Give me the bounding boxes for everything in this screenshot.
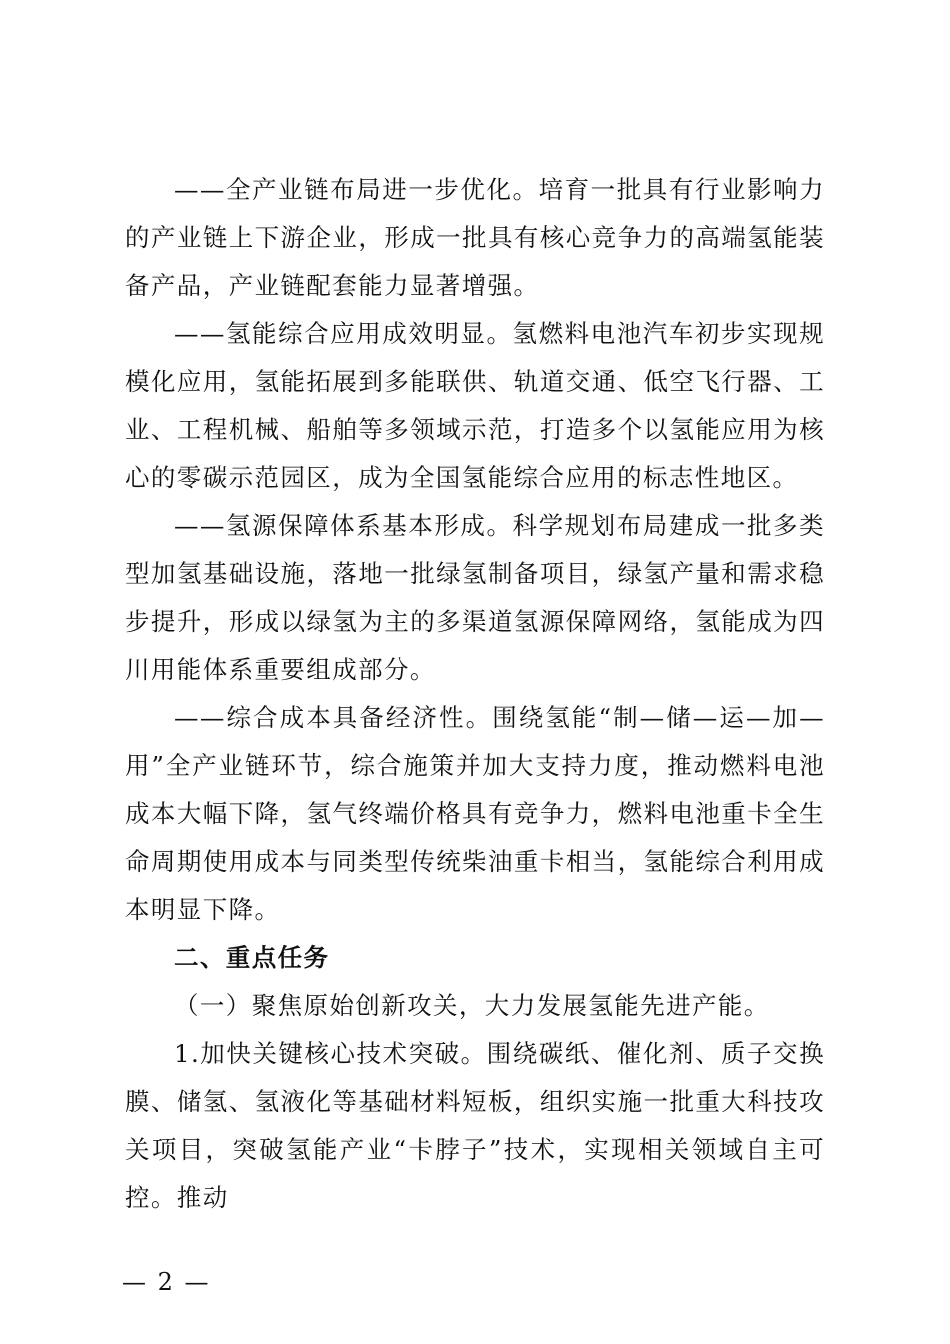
section-heading: 二、重点任务 <box>174 943 330 972</box>
paragraph-key-tech: 1.加快关键核心技术突破。围绕碳纸、催化剂、质子交换膜、储氢、氢液化等基础材料短板，组织实施一批重大科技攻关项目，突破氢能产业“卡脖子”技术，实现相关领域自主可控。推动 <box>125 1039 825 1212</box>
paragraph-hydrogen-supply: ——氢源保障体系基本形成。科学规划布局建成一批多类型加氢基础设施，落地一批绿氢制备项目，绿氢产量和需求稳步提升，形成以绿氢为主的多渠道氢源保障网络，氢能成为四川用能体系重要组成部分。 <box>125 511 825 684</box>
paragraph-cost: ——综合成本具备经济性。围绕氢能“制—储—运—加—用”全产业链环节，综合施策并加大支持力度，推动燃料电池成本大幅下降，氢气终端价格具有竞争力，燃料电池重卡全生命周期使用成本与同类型传统柴油重卡相当，氢能综合利用成本明显下降。 <box>125 703 825 924</box>
page-number: — 2 — <box>122 1268 211 1296</box>
paragraph-industry-chain: ——全产业链布局进一步优化。培育一批具有行业影响力的产业链上下游企业，形成一批具有核心竞争力的高端氢能装备产品，产业链配套能力显著增强。 <box>125 175 825 300</box>
subsection-heading: （一）聚焦原始创新攻关，大力发展氢能先进产能。 <box>174 991 770 1020</box>
paragraph-application: ——氢能综合应用成效明显。氢燃料电池汽车初步实现规模化应用，氢能拓展到多能联供、轨道交通、低空飞行器、工业、工程机械、船舶等多领域示范，打造多个以氢能应用为核心的零碳示范园区，成为全国氢能综合应用的标志性地区。 <box>125 319 825 492</box>
document-body <box>125 166 825 1222</box>
